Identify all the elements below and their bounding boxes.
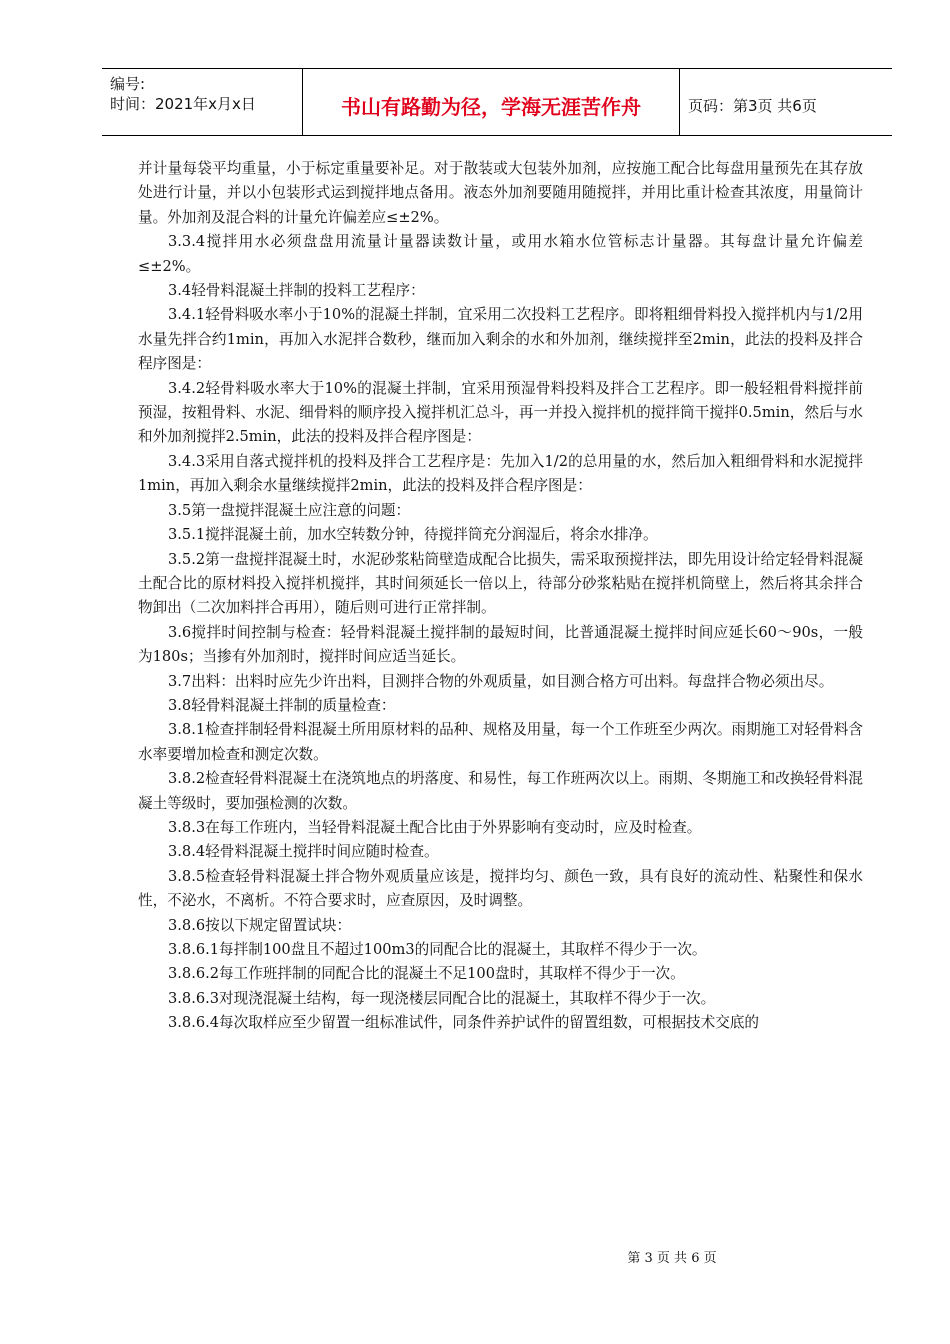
body-paragraph: 3.8.1检查拌制轻骨料混凝土所用原材料的品种、规格及用量，每一个工作班至少两次。雨期施工对轻骨料含水率要增加检查和测定次数。 [138, 721, 863, 763]
body-paragraph: 3.7出料：出料时应先少许出料，目测拌合物的外观质量，如目测合格方可出料。每盘拌合物必须出尽。 [168, 672, 834, 690]
body-paragraph: 3.5.1搅拌混凝土前，加水空转数分钟，待搅拌筒充分润湿后，将余水排净。 [168, 526, 658, 544]
body-paragraph: 3.5.2第一盘搅拌混凝土时，水泥砂浆粘筒壁造成配合比损失，需采取预搅拌法，即先用设计给定轻骨料混凝土配合比的原材料投入搅拌机搅拌，其时间须延长一倍以上，待部分砂浆粘贴在搅拌机筒壁上，然后将其余拌合物卸出（二次加料拌合再用），随后则可进行正常拌制。 [138, 550, 863, 617]
body-paragraph: 3.3.4搅拌用水必须盘盘用流量计量器读数计量，或用水箱水位管标志计量器。其每盘计量允许偏差≤±2%。 [138, 233, 863, 275]
document-number-label: 编号: [110, 75, 146, 93]
body-paragraph: 3.8.5检查轻骨料混凝土拌合物外观质量应该是，搅拌均匀、颜色一致，具有良好的流动性、粘聚性和保水性，不泌水，不离析。不符合要求时，应查原因，及时调整。 [138, 867, 863, 910]
header-page-info: 页码：第3页 共6页 [688, 97, 817, 115]
header-page-cell [680, 69, 892, 135]
document-time-label: 时间：2021年x月x日 [110, 95, 256, 113]
body-paragraph: 3.5第一盘搅拌混凝土应注意的问题： [168, 501, 411, 519]
body-paragraph: 3.8.4轻骨料混凝土搅拌时间应随时检查。 [168, 843, 439, 861]
body-paragraph: 3.6搅拌时间控制与检查：轻骨料混凝土搅拌制的最短时间，比普通混凝土搅拌时间应延长60～90s，一般为180s；当掺有外加剂时，搅拌时间应适当延长。 [138, 623, 863, 666]
body-paragraph: 3.4轻骨料混凝土拌制的投料工艺程序： [168, 282, 425, 300]
body-paragraph: 并计量每袋平均重量，小于标定重量要补足。对于散装或大包装外加剂，应按施工配合比每盘用量预先在其存放处进行计量，并以小包装形式运到搅拌地点备用。液态外加剂要随用随搅拌，并用比重计检查其浓度，用量筒计量。外加剂及混合料的计量允许偏差应≤±2%。 [138, 160, 863, 226]
body-paragraph: 3.8.2检查轻骨料混凝土在浇筑地点的坍落度、和易性，每工作班两次以上。雨期、冬期施工和改换轻骨料混凝土等级时，要加强检测的次数。 [138, 770, 863, 812]
body-paragraph: 3.4.3采用自落式搅拌机的投料及拌合工艺程序是：先加入1/2的总用量的水，然后加入粗细骨料和水泥搅拌1min，再加入剩余水量继续搅拌2min，此法的投料及拌合程序图是： [138, 452, 863, 495]
body-paragraph: 3.8.3在每工作班内，当轻骨料混凝土配合比由于外界影响有变动时，应及时检查。 [168, 818, 702, 836]
body-paragraph: 3.8.6.3对现浇混凝土结构，每一现浇楼层同配合比的混凝土，其取样不得少于一次。 [168, 989, 716, 1007]
body-paragraph: 3.8.6.2每工作班拌制的同配合比的混凝土不足100盘时，其取样不得少于一次。 [168, 965, 685, 983]
footer-page-number: 第 3 页 共 6 页 [627, 1251, 717, 1266]
body-paragraph: 3.4.2轻骨料吸水率大于10%的混凝土拌制，宜采用预湿骨料投料及拌合工艺程序。即一般轻粗骨料搅拌前预湿，按粗骨料、水泥、细骨料的顺序投入搅拌机汇总斗，再一并投入搅拌机的搅拌筒干搅拌0.5min，然后与水和外加剂搅拌2.5min，此法的投料及拌合程序图是： [138, 379, 863, 446]
body-paragraph: 3.4.1轻骨料吸水率小于10%的混凝土拌制，宜采用二次投料工艺程序。即将粗细骨料投入搅拌机内与1/2用水量先拌合约1min，再加入水泥拌合数秒，继而加入剩余的水和外加剂，继续搅拌至2min，此法的投料及拌合程序图是： [138, 306, 863, 373]
header-meta-cell [102, 69, 303, 135]
body-paragraph: 3.8.6按以下规定留置试块： [168, 916, 352, 934]
header-motto: 书山有路勤为径，学海无涯苦作舟 [341, 95, 641, 119]
header-motto-cell [303, 69, 680, 135]
document-body [138, 157, 863, 1036]
body-paragraph: 3.8.6.1每拌制100盘且不超过100m3的同配合比的混凝土，其取样不得少于一次。 [168, 941, 707, 958]
page-header [102, 68, 892, 136]
page-footer [0, 1247, 950, 1266]
body-paragraph: 3.8.6.4每次取样应至少留置一组标准试件，同条件养护试件的留置组数，可根据技术交底的 [168, 1014, 760, 1032]
body-paragraph: 3.8轻骨料混凝土拌制的质量检查： [168, 696, 396, 714]
